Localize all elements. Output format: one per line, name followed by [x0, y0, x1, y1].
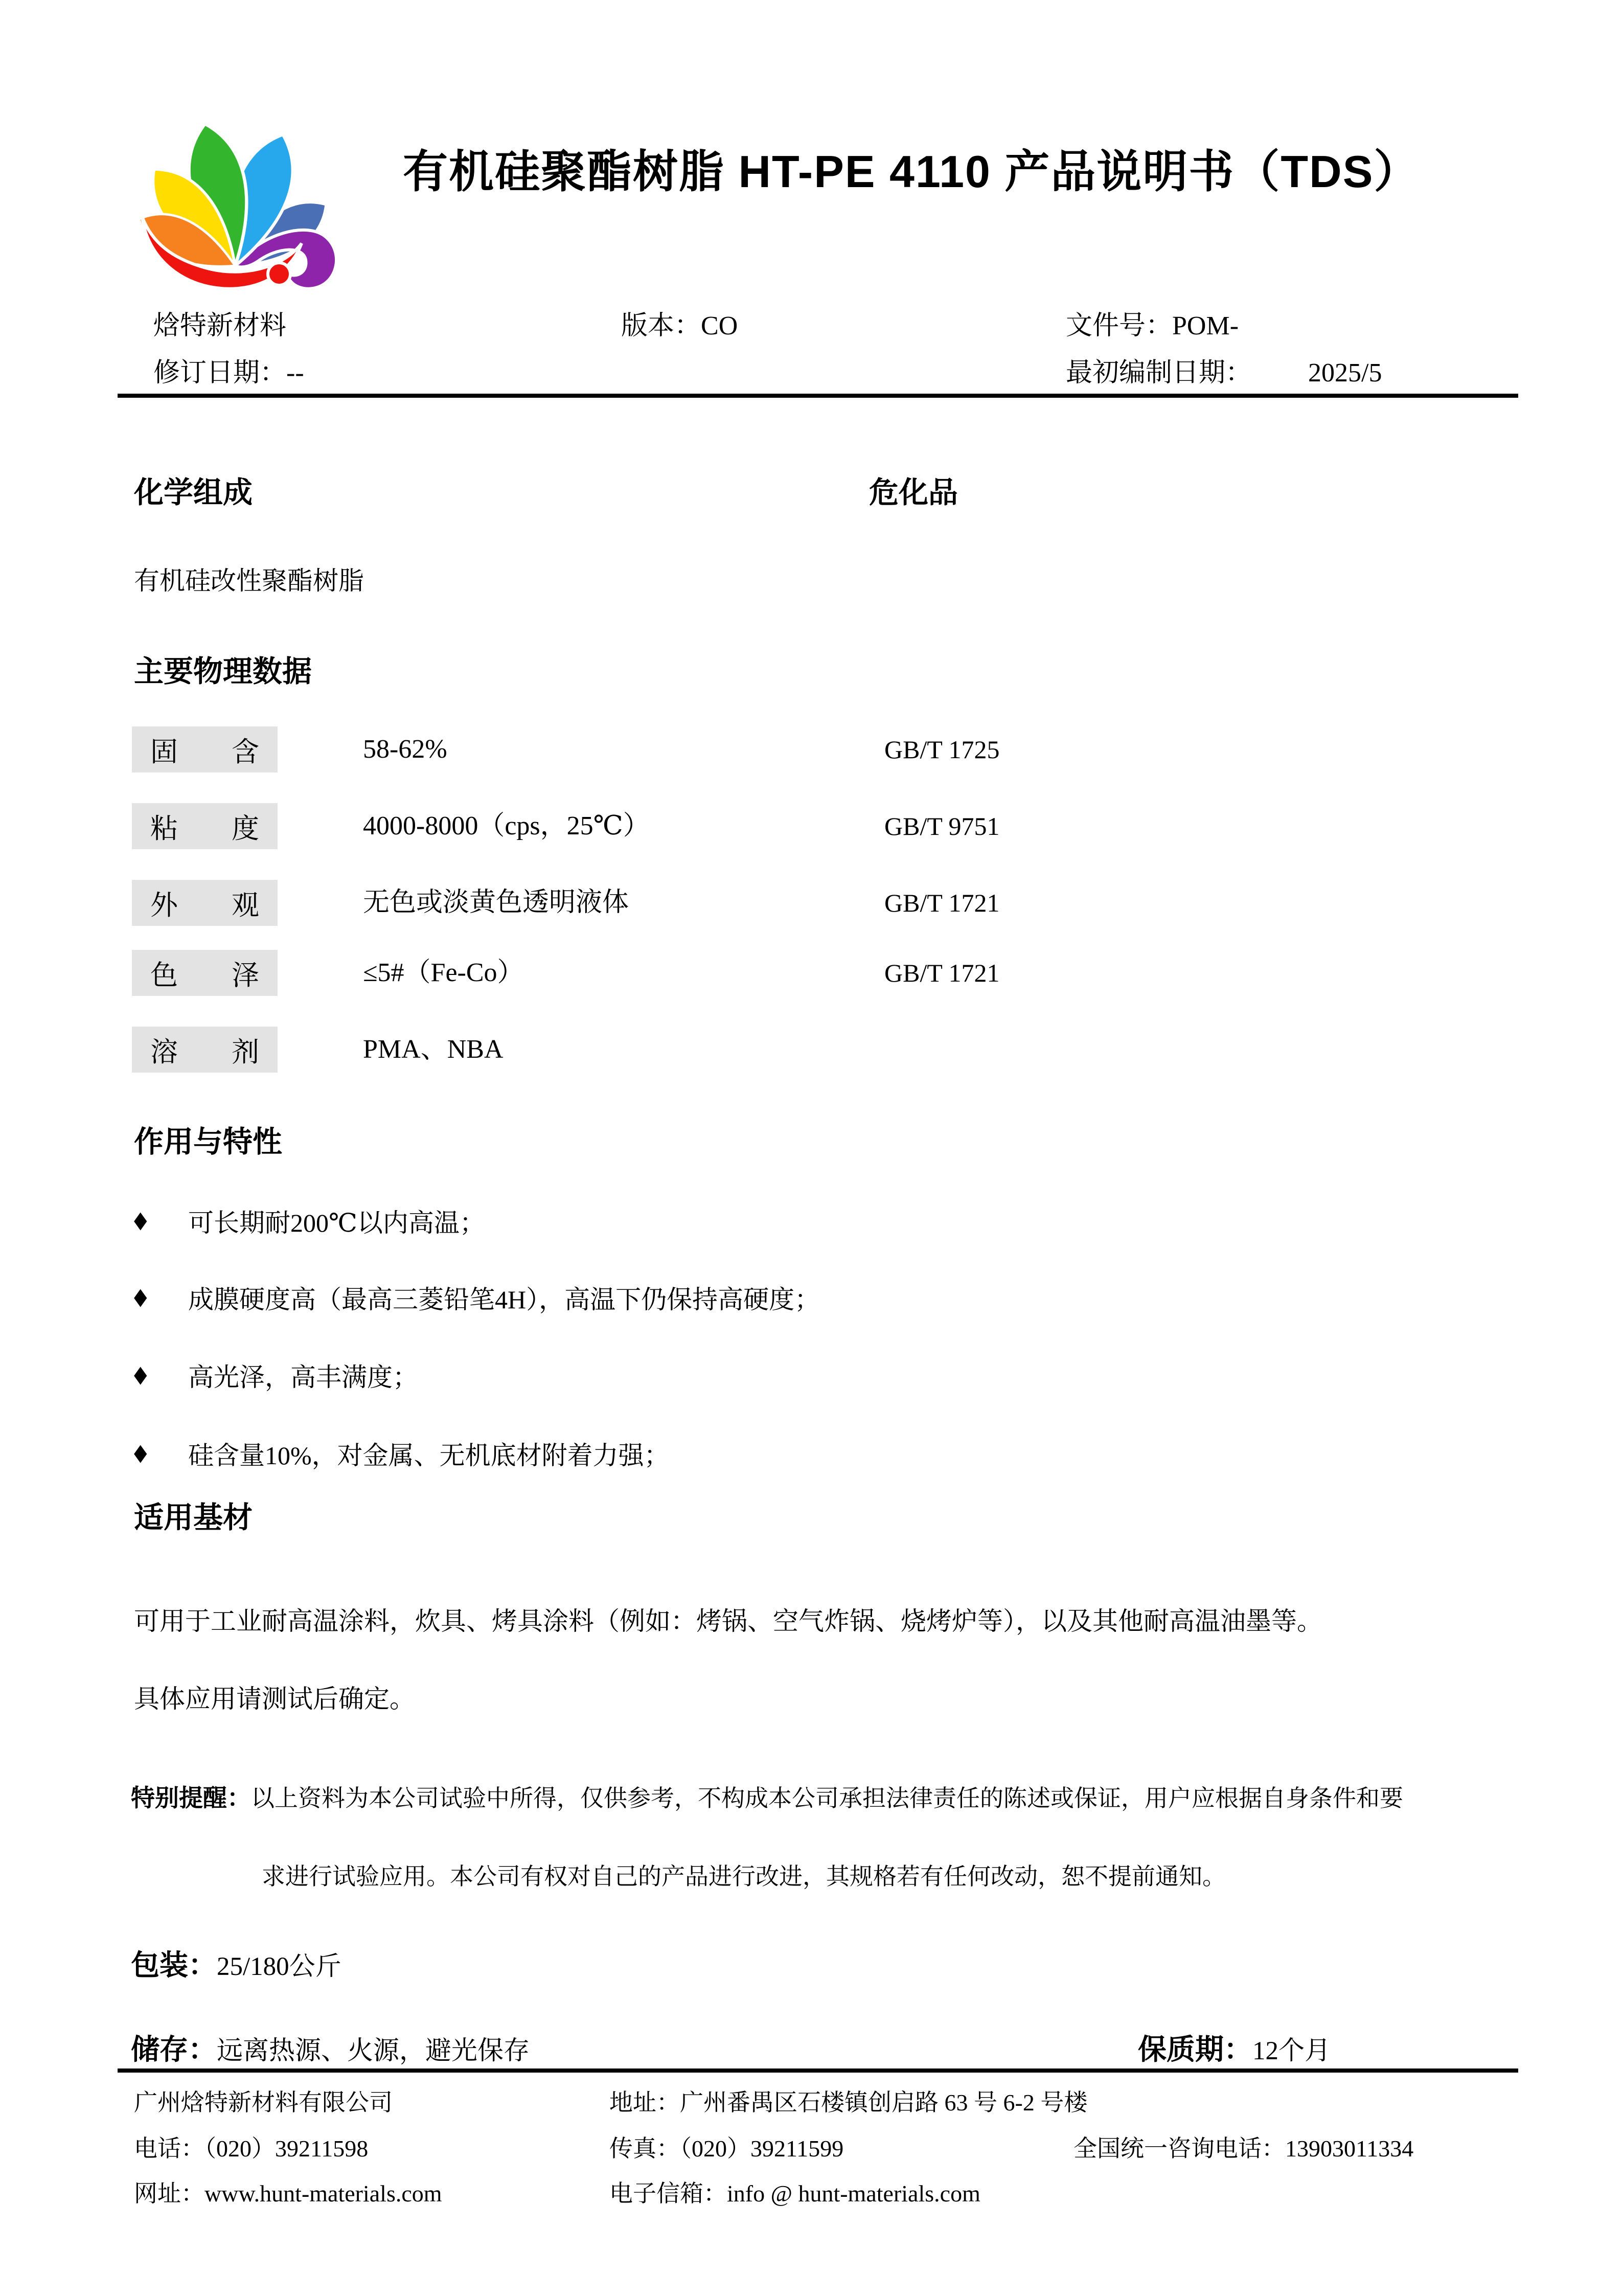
row-label	[132, 1027, 278, 1073]
footer-address	[609, 2088, 1087, 2117]
feature-item: 高光泽，高丰满度；	[188, 1363, 418, 1392]
hotline-value: 13903011334	[1285, 2135, 1414, 2162]
header-initial-date	[1066, 358, 1382, 389]
row-value: 58-62%	[363, 735, 447, 764]
notice-line-1	[131, 1783, 1403, 1813]
version-value: CO	[701, 311, 738, 340]
revision-value: --	[286, 358, 304, 388]
header-company-short: 焓特新材料	[153, 311, 287, 340]
version-label: 版本：	[621, 311, 701, 340]
page-title: 有机硅聚酯树脂 HT-PE 4110 产品说明书（TDS）	[403, 146, 1420, 197]
section-heading-physical-data: 主要物理数据	[134, 655, 312, 688]
chemical-composition-text: 有机硅改性聚酯树脂	[134, 566, 364, 595]
doc-no-value: POM-	[1172, 311, 1239, 340]
address-value: 广州番禺区石楼镇创启路 63 号 6-2 号楼	[680, 2089, 1088, 2116]
footer-divider-line	[118, 2068, 1518, 2073]
row-standard: GB/T 1721	[884, 889, 1000, 917]
row-value: PMA、NBA	[363, 1035, 504, 1064]
diamond-bullet-icon: ◆	[134, 1207, 147, 1233]
fax-label: 传真：	[609, 2135, 680, 2162]
footer-company-name: 广州焓特新材料有限公司	[134, 2089, 393, 2116]
row-label-char: 度	[232, 813, 259, 844]
hotline-label: 全国统一咨询电话：	[1073, 2135, 1285, 2162]
section-heading-chemical-composition: 化学组成	[134, 476, 253, 509]
website-value: www.hunt-materials.com	[204, 2180, 442, 2207]
email-value: info @ hunt-materials.com	[727, 2180, 980, 2207]
footer-email	[609, 2179, 980, 2208]
shelf-life	[1138, 2027, 1331, 2068]
notice-text-1: 以上资料为本公司试验中所得，仅供参考，不构成本公司承担法律责任的陈述或保证，用户应根据自身条件和要	[251, 1785, 1403, 1811]
row-label	[132, 950, 278, 996]
shelf-life-label: 保质期：	[1138, 2033, 1252, 2065]
diamond-bullet-icon: ◆	[134, 1283, 147, 1309]
row-label	[132, 880, 278, 926]
physical-row-viscosity	[132, 803, 1512, 849]
header-divider-line	[118, 394, 1518, 398]
initial-date-value: 2025/5	[1308, 358, 1382, 388]
row-value: ≤5#（Fe-Co）	[363, 958, 524, 987]
notice-label: 特别提醒：	[131, 1784, 251, 1811]
row-label-char: 外	[150, 890, 178, 921]
section-heading-substrates: 适用基材	[134, 1501, 253, 1534]
footer-fax	[609, 2134, 843, 2163]
packaging-label: 包装：	[131, 1949, 217, 1981]
section-heading-hazardous: 危化品	[869, 476, 958, 509]
physical-row-appearance	[132, 880, 1512, 926]
packaging-row	[131, 1943, 341, 1984]
row-label-char: 含	[232, 736, 259, 767]
substrates-paragraph-1: 可用于工业耐高温涂料，炊具、烤具涂料（例如：烤锅、空气炸锅、烧烤炉等），以及其他耐高温油墨等。	[134, 1607, 1322, 1635]
footer-website	[134, 2179, 442, 2208]
feature-item: 硅含量10%，对金属、无机底材附着力强；	[188, 1441, 670, 1470]
row-label-char: 粘	[150, 813, 178, 844]
footer-phone	[134, 2134, 368, 2163]
email-label: 电子信箱：	[609, 2180, 727, 2207]
row-label-char: 剂	[232, 1036, 259, 1067]
row-standard: GB/T 1721	[884, 959, 1000, 987]
shelf-life-value: 12个月	[1252, 2037, 1331, 2065]
storage-value: 远离热源、火源，避光保存	[217, 2037, 530, 2065]
row-standard: GB/T 9751	[884, 812, 1000, 840]
header-doc-no	[1066, 311, 1239, 342]
row-label-char: 泽	[232, 960, 259, 991]
storage-label: 储存：	[131, 2033, 217, 2065]
phone-label: 电话：	[134, 2135, 204, 2162]
fax-value: （020）39211599	[680, 2135, 844, 2162]
feature-item: 可长期耐200℃以内高温；	[188, 1209, 485, 1237]
row-label-char: 观	[232, 890, 259, 921]
row-label	[132, 803, 278, 849]
header-revision-date	[153, 358, 304, 389]
company-logo-icon	[128, 102, 342, 307]
logo-dot-red	[268, 263, 290, 285]
logo-svg	[128, 102, 342, 307]
substrates-paragraph-2: 具体应用请测试后确定。	[134, 1685, 415, 1713]
packaging-value: 25/180公斤	[217, 1952, 341, 1981]
revision-label: 修订日期：	[153, 358, 287, 388]
row-standard: GB/T 1725	[884, 735, 1000, 764]
physical-row-color	[132, 950, 1512, 996]
row-label-char: 溶	[150, 1036, 178, 1067]
header-version	[621, 311, 738, 342]
diamond-bullet-icon: ◆	[134, 1361, 147, 1387]
initial-date-label: 最初编制日期：	[1066, 358, 1252, 388]
physical-row-solid-content	[132, 726, 1512, 772]
diamond-bullet-icon: ◆	[134, 1439, 147, 1465]
website-label: 网址：	[134, 2180, 204, 2207]
row-label-char: 色	[150, 960, 178, 991]
feature-item: 成膜硬度高（最高三菱铅笔4H），高温下仍保持高硬度；	[188, 1285, 820, 1314]
section-heading-features: 作用与特性	[134, 1125, 283, 1158]
row-label	[132, 726, 278, 772]
notice-line-2: 求进行试验应用。本公司有权对自己的产品进行改进，其规格若有任何改动，恕不提前通知。	[262, 1863, 1226, 1890]
footer-hotline	[1073, 2134, 1413, 2163]
address-label: 地址：	[609, 2089, 680, 2116]
row-value: 无色或淡黄色透明液体	[363, 888, 629, 917]
phone-value: （020）39211598	[204, 2135, 369, 2162]
row-value: 4000-8000（cps，25℃）	[363, 811, 650, 840]
physical-row-solvent	[132, 1027, 1512, 1073]
row-label-char: 固	[150, 736, 178, 767]
doc-no-label: 文件号：	[1066, 311, 1173, 340]
storage-row	[131, 2027, 530, 2068]
